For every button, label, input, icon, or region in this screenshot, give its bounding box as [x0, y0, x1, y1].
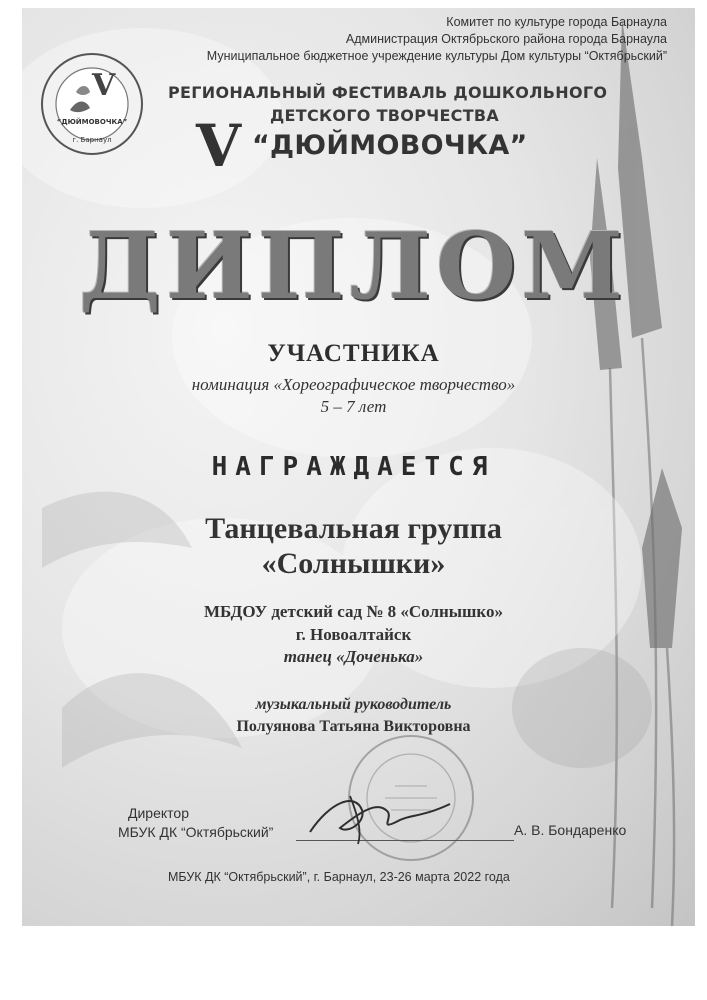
- footer-text: МБУК ДК “Октябрьский”, г. Барнаул, 23-26 марта 2022 года: [168, 870, 510, 884]
- logo-numeral: V: [92, 68, 116, 103]
- logo-city: г. Барнаул: [72, 136, 112, 144]
- age-group: 5 – 7 лет: [320, 397, 387, 416]
- dance-name: танец «Доченька»: [283, 647, 424, 666]
- leader-name: Полуянова Татьяна Викторовна: [236, 718, 471, 735]
- handwritten-signature: [300, 782, 460, 852]
- header-organizations: [207, 14, 667, 65]
- director-name: А. В. Бондаренко: [514, 822, 627, 838]
- diploma-title: ДИПЛОМ: [79, 212, 628, 320]
- organization: МБДОУ детский сад № 8 «Солнышко»: [204, 602, 503, 621]
- header-line-2: Администрация Октябрьского района города Барнаула: [345, 32, 667, 46]
- nomination: номинация «Хореографическое творчество»: [191, 375, 516, 394]
- festival-title-line-2: ДЕТСКОГО ТВОРЧЕСТВА: [270, 106, 500, 125]
- director-role: Директор: [128, 805, 189, 821]
- header-line-1: Комитет по культуре города Барнаула: [446, 15, 667, 29]
- header-line-3: Муниципальное бюджетное учреждение культуры Дом культуры “Октябрьский”: [206, 49, 667, 63]
- festival-logo: [40, 52, 144, 156]
- festival-name: “ДЮЙМОВОЧКА”: [252, 130, 528, 161]
- festival-numeral: V: [196, 112, 242, 180]
- festival-title-line-1: РЕГИОНАЛЬНЫЙ ФЕСТИВАЛЬ ДОШКОЛЬНОГО: [168, 83, 608, 102]
- awarded-heading: НАГРАЖДАЕТСЯ: [211, 452, 496, 482]
- recipient-line-2: «Солнышки»: [261, 547, 446, 580]
- recipient-line-1: Танцевальная группа: [205, 512, 502, 545]
- organization-city: г. Новоалтайск: [295, 625, 412, 644]
- diploma-subtitle: УЧАСТНИКА: [267, 340, 440, 367]
- director-org: МБУК ДК “Октябрьский”: [118, 824, 274, 840]
- leader-role: музыкальный руководитель: [255, 696, 452, 713]
- logo-name: “ДЮЙМОВОЧКА”: [56, 118, 128, 126]
